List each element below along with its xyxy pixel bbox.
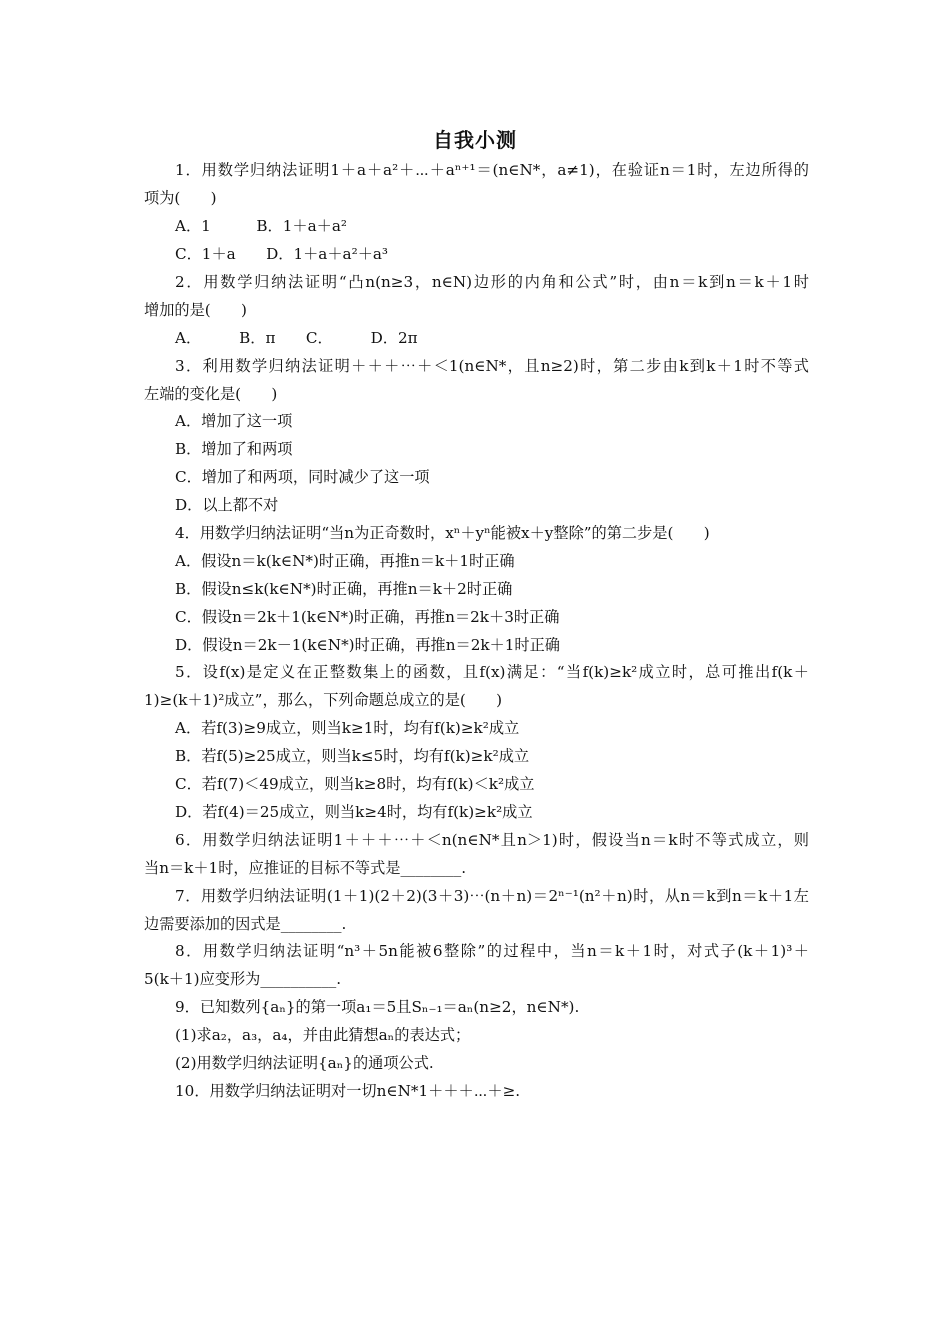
text-line: B．若f(5)≥25成立，则当k≤5时，均有f(k)≥k²成立 bbox=[175, 747, 530, 765]
text-line: 2．用数学归纳法证明“凸n(n≥3，n∈N)边形的内角和公式”时，由n＝k到n＝k＋1时 bbox=[175, 273, 809, 291]
text-line: C．增加了和两项，同时减少了这一项 bbox=[175, 468, 430, 486]
text-line: C．若f(7)＜49成立，则当k≥8时，均有f(k)＜k²成立 bbox=[175, 775, 535, 793]
text-line: D．若f(4)＝25成立，则当k≥4时，均有f(k)≥k²成立 bbox=[175, 803, 533, 821]
text-line: 5(k＋1)应变形为__________. bbox=[144, 970, 342, 988]
text-line: A． B．π C． D．2π bbox=[175, 329, 418, 347]
text-line: 4．用数学归纳法证明“当n为正奇数时，xⁿ＋yⁿ能被x＋y整除”的第二步是( ) bbox=[175, 524, 710, 542]
text-line: 左端的变化是( ) bbox=[144, 385, 278, 403]
text-line: 8．用数学归纳法证明“n³＋5n能被6整除”的过程中，当n＝k＋1时，对式子(k＋1)³＋ bbox=[175, 942, 809, 960]
text-line: 3．利用数学归纳法证明＋＋＋⋯＋＜1(n∈N*，且n≥2)时，第二步由k到k＋1时不等式 bbox=[175, 357, 809, 375]
text-line: 7．用数学归纳法证明(1＋1)(2＋2)(3＋3)⋯(n＋n)＝2ⁿ⁻¹(n²＋n)时，从n＝k到n＝k＋1左 bbox=[175, 887, 809, 905]
text-line: C．假设n＝2k＋1(k∈N*)时正确，再推n＝2k＋3时正确 bbox=[175, 608, 560, 626]
text-line: 项为( ) bbox=[144, 189, 217, 207]
text-line: (2)用数学归纳法证明{aₙ}的通项公式. bbox=[175, 1054, 434, 1072]
text-line: B．增加了和两项 bbox=[175, 440, 293, 458]
page-title: 自我小测 bbox=[433, 128, 517, 152]
text-line: 6．用数学归纳法证明1＋＋＋⋯＋＜n(n∈N*且n＞1)时，假设当n＝k时不等式成立，则 bbox=[175, 831, 809, 849]
text-line: D．以上都不对 bbox=[175, 496, 279, 514]
text-line: (1)求a₂，a₃，a₄，并由此猜想aₙ的表达式； bbox=[175, 1026, 471, 1044]
text-line: 增加的是( ) bbox=[144, 301, 247, 319]
text-line: B．假设n≤k(k∈N*)时正确，再推n＝k＋2时正确 bbox=[175, 580, 513, 598]
text-line: 1．用数学归纳法证明1＋a＋a²＋⋯＋aⁿ⁺¹＝(n∈N*，a≠1)，在验证n＝1时，左边所得的 bbox=[175, 161, 809, 179]
text-line: 9．已知数列{aₙ}的第一项a₁＝5且Sₙ₋₁＝aₙ(n≥2，n∈N*). bbox=[175, 998, 580, 1016]
text-line: 边需要添加的因式是________. bbox=[144, 915, 347, 933]
text-line: 1)≥(k＋1)²成立”，那么，下列命题总成立的是( ) bbox=[144, 691, 503, 709]
text-line: A．1 B．1＋a＋a² bbox=[175, 217, 347, 235]
text-line: A．假设n＝k(k∈N*)时正确，再推n＝k＋1时正确 bbox=[175, 552, 515, 570]
text-line: A．增加了这一项 bbox=[175, 412, 293, 430]
text-line: 10．用数学归纳法证明对一切n∈N*1＋＋＋⋯＋≥. bbox=[175, 1082, 521, 1100]
text-line: C．1＋a D．1＋a＋a²＋a³ bbox=[175, 245, 389, 263]
text-line: D．假设n＝2k－1(k∈N*)时正确，再推n＝2k＋1时正确 bbox=[175, 636, 560, 654]
text-line: 当n＝k＋1时，应推证的目标不等式是________. bbox=[144, 859, 467, 877]
text-line: 5．设f(x)是定义在正整数集上的函数，且f(x)满足：“当f(k)≥k²成立时，总可推出f(k＋ bbox=[175, 663, 809, 681]
text-line: A．若f(3)≥9成立，则当k≥1时，均有f(k)≥k²成立 bbox=[175, 719, 520, 737]
